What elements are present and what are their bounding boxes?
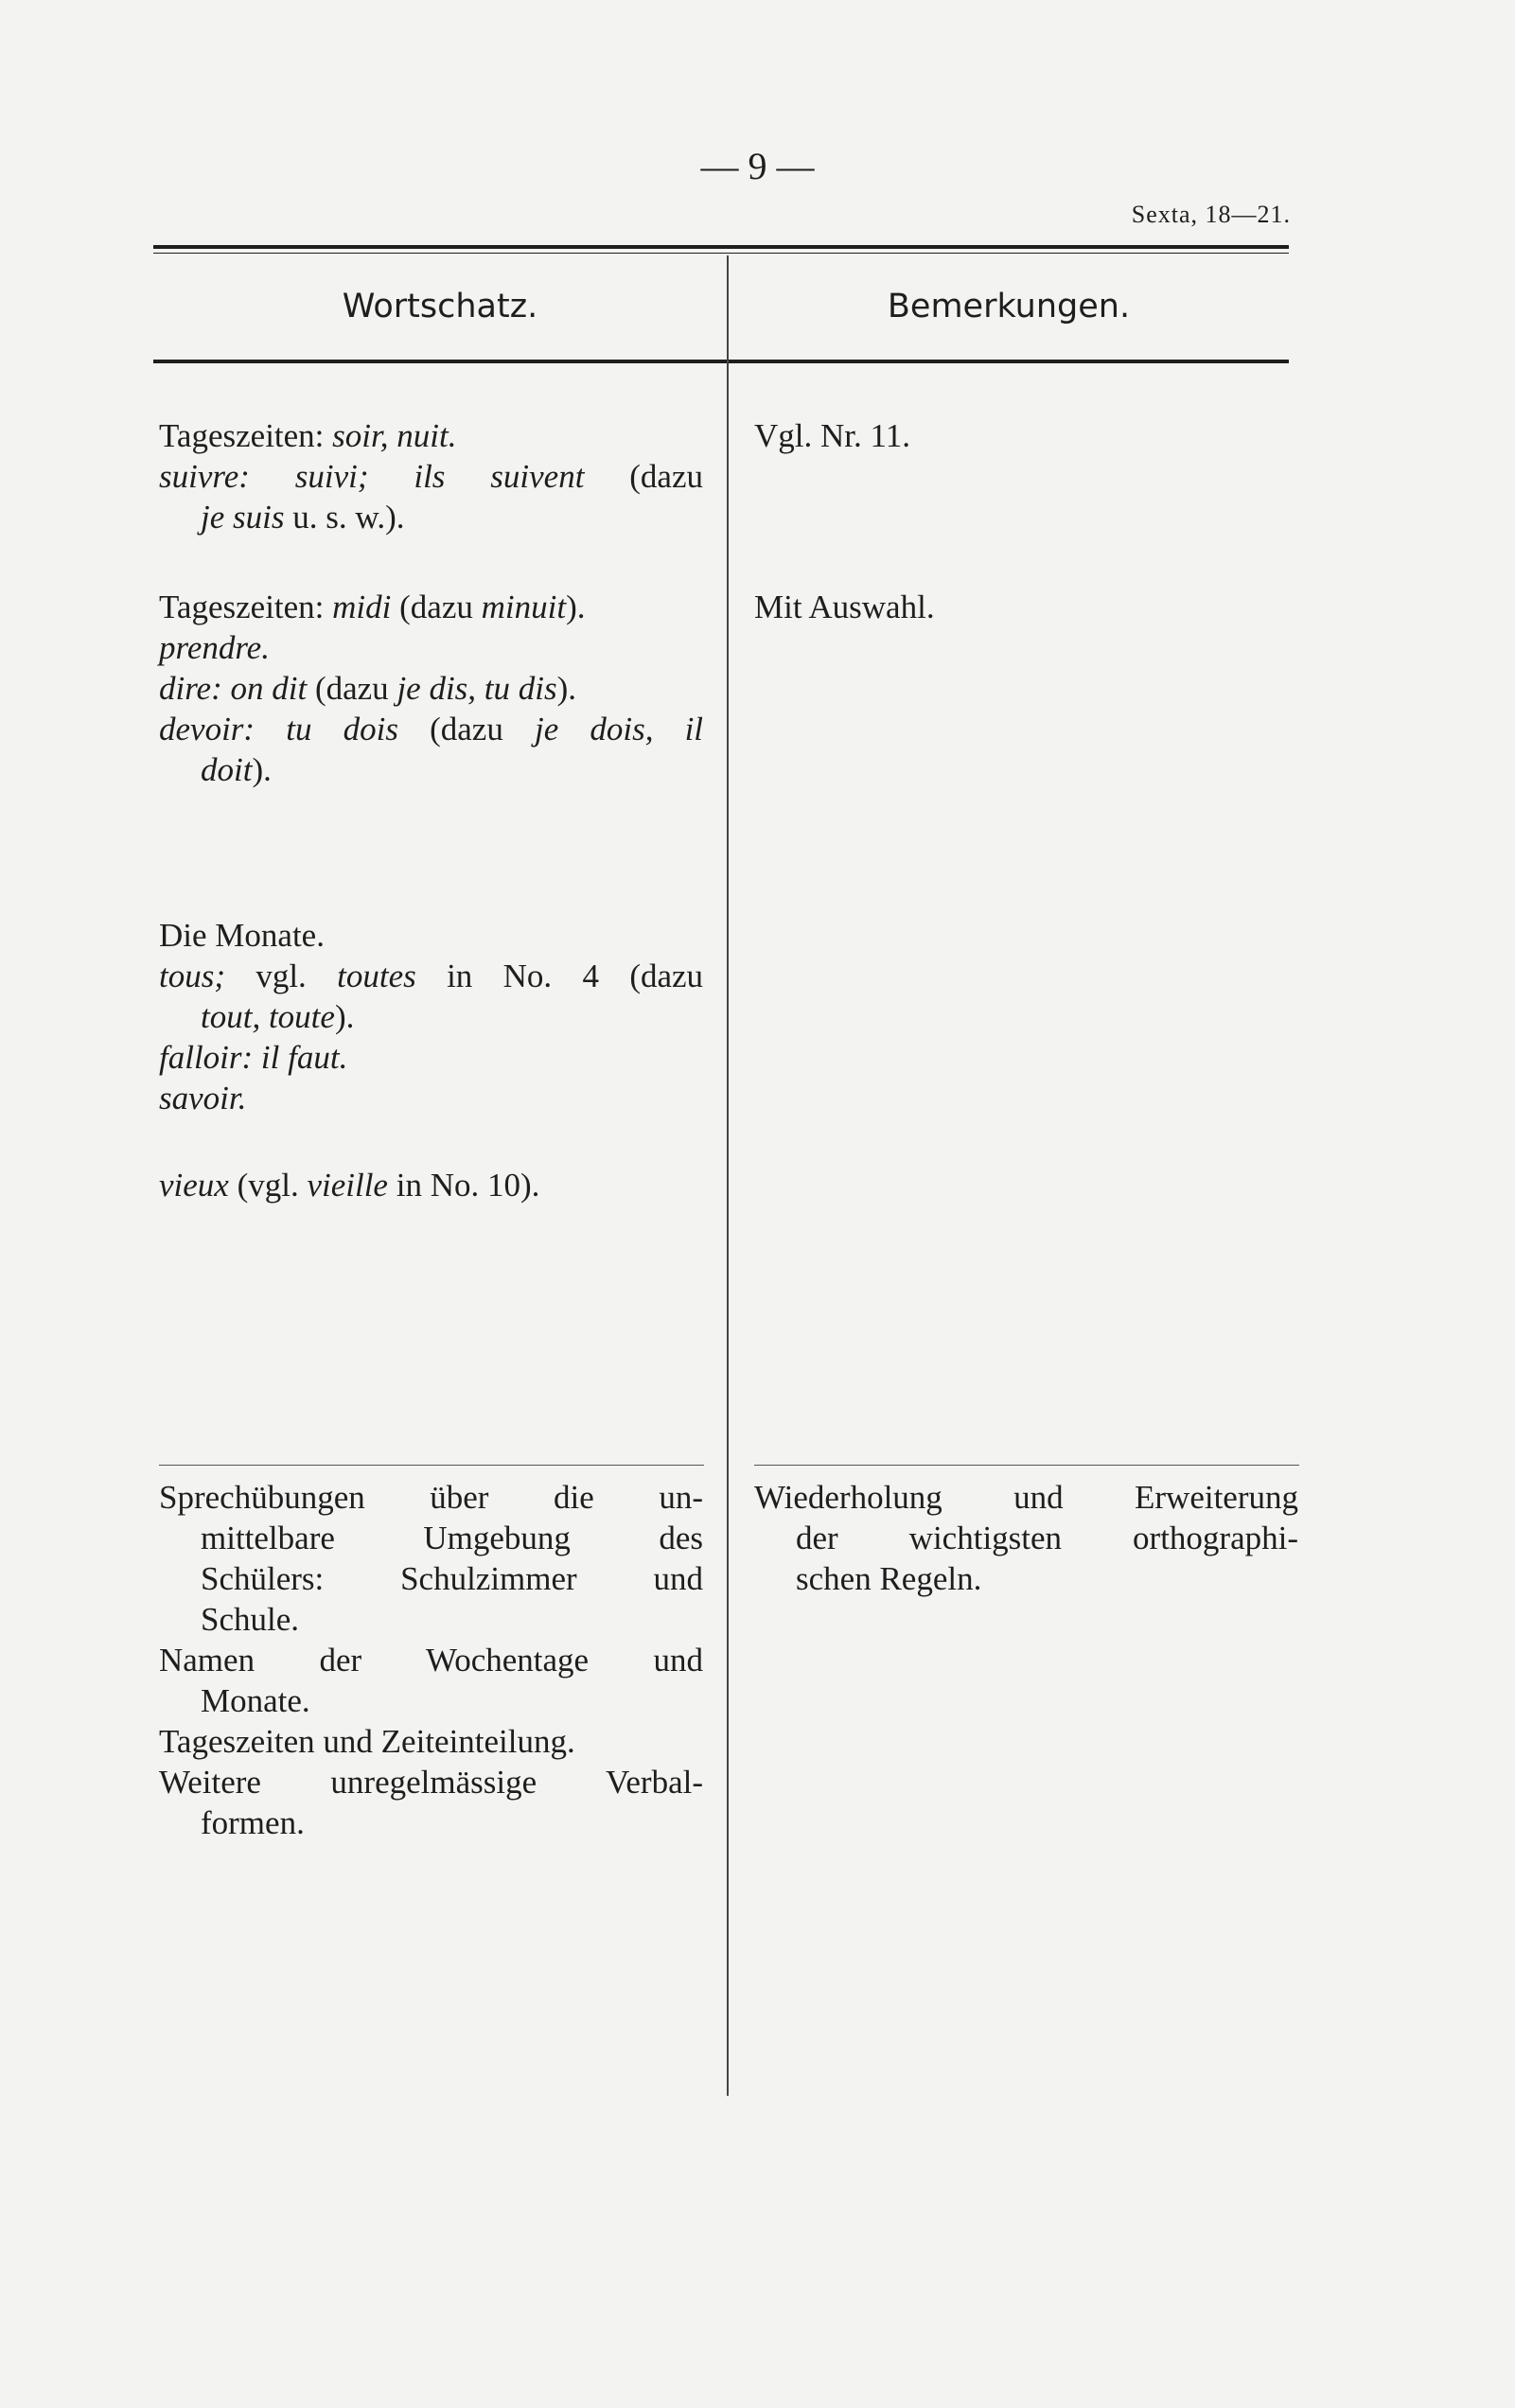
vocab-block-1 (159, 415, 703, 537)
column-divider (727, 255, 729, 2096)
vocab-line: dire: on dit (dazu je dis, tu dis). (159, 670, 577, 707)
summary-line: Namen der Wochentage und (159, 1642, 703, 1679)
summary-line: Weitere unregelmässige Verbal- (159, 1764, 703, 1801)
top-rule-thin (153, 253, 1289, 254)
vocab-line: falloir: il faut. (159, 1039, 348, 1076)
summary-line: Wiederholung und Erweiterung (754, 1479, 1298, 1516)
vocab-line: doit). (201, 751, 272, 788)
summary-line: Schule. (201, 1601, 300, 1638)
summary-line: Sprechübungen über die un- (159, 1479, 703, 1516)
vocab-line: prendre. (159, 629, 270, 666)
vocab-line: Die Monate. (159, 917, 325, 954)
header-rule (153, 360, 1289, 363)
separator-rule-right (754, 1465, 1299, 1466)
vocab-line: tous; vgl. toutes in No. 4 (dazu (159, 958, 704, 994)
summary-line: mittelbare Umgebung des (201, 1520, 703, 1556)
column-heading-wortschatz: Wortschatz. (342, 288, 538, 325)
summary-line: formen. (201, 1804, 305, 1841)
separator-rule-left (159, 1465, 704, 1466)
vocab-line: devoir: tu dois (dazu je dois, il (159, 711, 704, 747)
column-heading-bemerkungen: Bemerkungen. (887, 288, 1131, 325)
top-rule (153, 245, 1289, 249)
summary-line: Tageszeiten und Zeiteinteilung. (159, 1723, 575, 1760)
vocab-line: Tageszeiten: midi (dazu minuit). (159, 589, 586, 625)
page-number: — 9 — (700, 145, 815, 187)
remark-2: Mit Auswahl. (754, 589, 935, 625)
running-head: Sexta, 18—21. (1131, 201, 1291, 228)
vocab-block-2 (159, 587, 703, 790)
summary-line: Monate. (201, 1682, 310, 1719)
vocab-block-4 (159, 1165, 703, 1205)
summary-left (159, 1477, 703, 1843)
vocab-line: savoir. (159, 1080, 247, 1116)
vocab-line: suivre: suivi; ils suivent (dazu (159, 458, 703, 495)
remark-1: Vgl. Nr. 11. (754, 417, 910, 454)
vocab-line: Tageszeiten: soir, nuit. (159, 417, 457, 454)
summary-line: schen Regeln. (796, 1560, 982, 1597)
vocab-line: vieux (vgl. vieille in No. 10). (159, 1167, 540, 1204)
summary-line: Schülers: Schulzimmer und (201, 1560, 703, 1597)
vocab-line: tout, toute). (201, 998, 355, 1035)
vocab-block-3 (159, 915, 703, 1118)
vocab-line: je suis u. s. w.). (201, 499, 405, 536)
summary-right (754, 1477, 1298, 1599)
summary-line: der wichtigsten orthographi- (796, 1520, 1298, 1556)
